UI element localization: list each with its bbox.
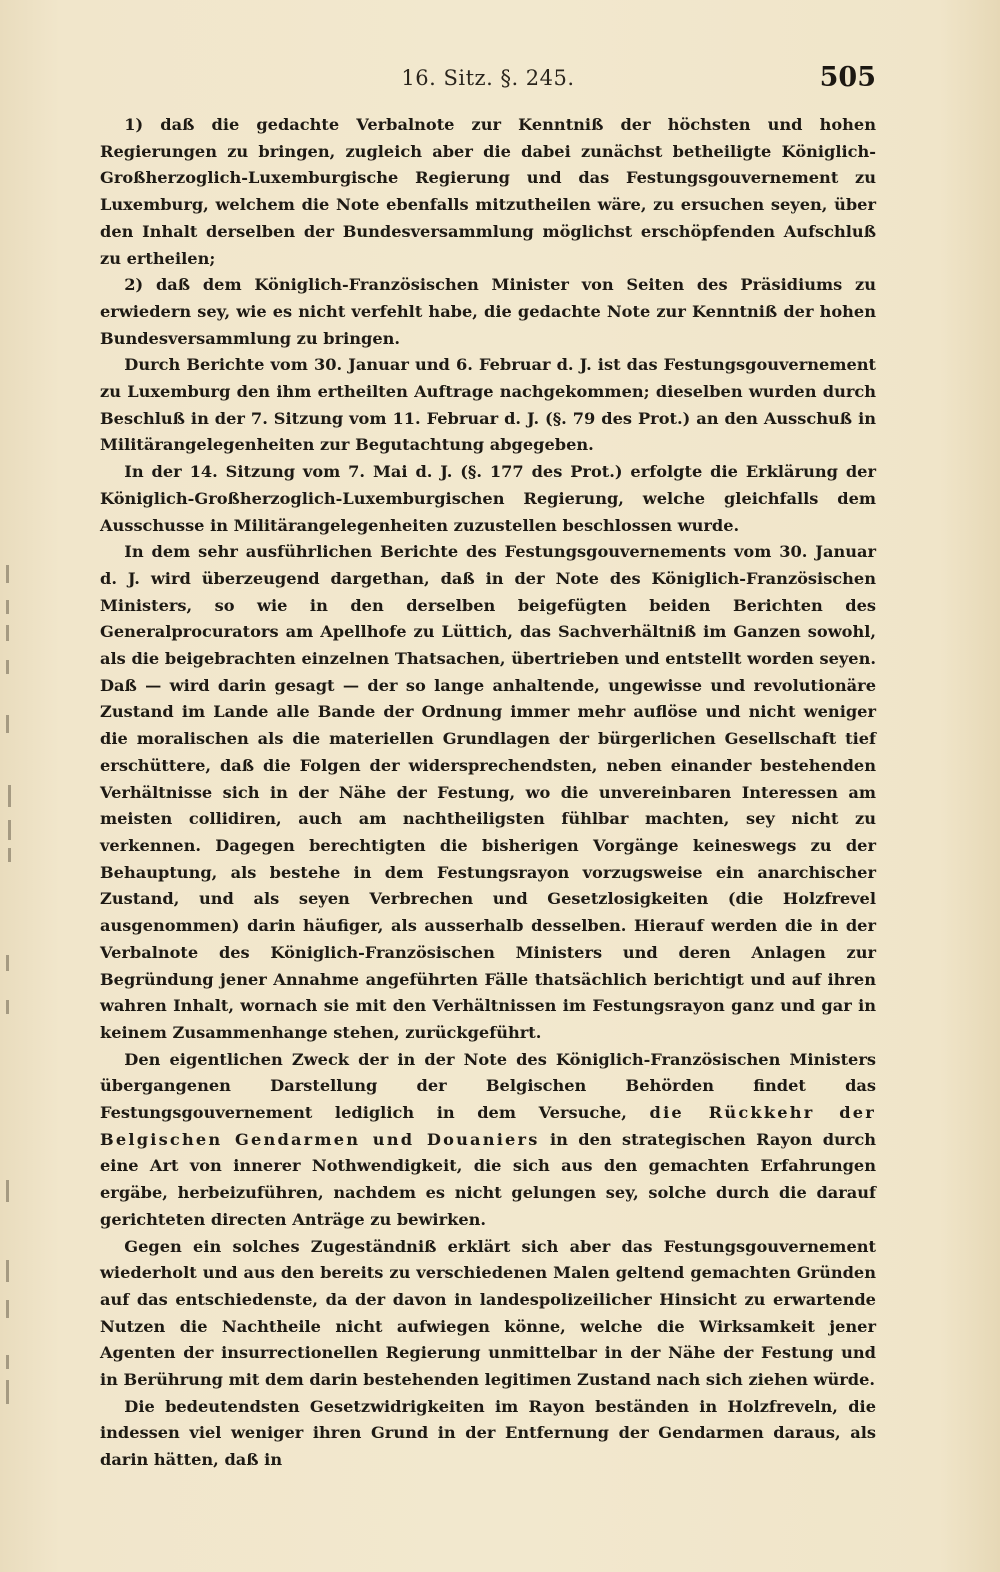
margin-ink-mark (8, 848, 11, 862)
margin-ink-mark (6, 625, 9, 641)
paragraph: 1) daß die gedachte Verbalnote zur Kenntniß der höchsten und hohen Regierungen zu bringen, zugleich aber die dabei zunächst betheiligte Königlich-Großherzoglich-Luxemburgische Regierung und das Festungsgouvernement zu Luxemburg, welchem die Note ebenfalls mitzutheilen wäre, zu ersuchen seyen, über den Inhalt derselben der Bundesversammlung möglichst erschöpfenden Aufschluß zu ertheilen; (100, 115, 876, 268)
margin-ink-mark (6, 1000, 9, 1014)
paragraph-text: Den eigentlichen Zweck der in der Note des Königlich-Französischen Ministers übergangenen Darstellung der Belgischen Behörden findet das Festungsgouvernement lediglich in dem Versuche, (100, 1049, 876, 1123)
margin-ink-mark (6, 660, 9, 674)
margin-ink-mark (6, 1260, 9, 1282)
paragraph: 2) daß dem Königlich-Französischen Minister von Seiten des Präsidiums zu erwiedern sey, wie es nicht verfehlt habe, die gedachte Note zur Kenntniß der hohen Bundesversammlung zu bringen. (100, 275, 876, 348)
paragraph: In der 14. Sitzung vom 7. Mai d. J. (§. 177 des Prot.) erfolgte die Erklärung der Königlich-Großherzoglich-Luxemburgischen Regierung, welche gleichfalls dem Ausschusse in Militärangelegenheiten zuzustellen beschlossen wurde. (100, 462, 876, 535)
margin-ink-mark (6, 1180, 9, 1202)
margin-ink-mark (6, 1300, 9, 1318)
margin-ink-mark (8, 785, 11, 807)
paragraph (100, 1047, 876, 1234)
margin-ink-mark (6, 955, 9, 971)
margin-ink-mark (8, 820, 11, 840)
paragraph: Die bedeutendsten Gesetzwidrigkeiten im Rayon beständen in Holzfreveln, die indessen viel weniger ihren Grund in der Entfernung der Gendarmen daraus, als darin hätten, daß in (100, 1396, 876, 1470)
paragraph-text: in den strategischen Rayon durch eine Art von innerer Nothwendigkeit, die sich aus den gemachten Erfahrungen ergäbe, herbeizuführen, nachdem es nicht gelungen sey, solche durch die darauf gerichteten directen Anträge zu bewirken. (100, 1129, 876, 1229)
page-header (100, 62, 876, 102)
margin-ink-mark (6, 1380, 9, 1404)
paragraph: In dem sehr ausführlichen Berichte des Festungsgouvernements vom 30. Januar d. J. wird überzeugend dargethan, daß in der Note des Königlich-Französischen Ministers, so wie in den derselben beigefügten beiden Berichten des Generalprocurators am Apellhofe zu Lüttich, das Sachverhältniß im Ganzen sowohl, als die beigebrachten einzelnen Thatsachen, übertrieben und entstellt worden seyen. Daß — wird darin gesagt — der so lange anhaltende, ungewisse und revolutionäre Zustand im Lande alle Bande der Ordnung immer mehr auflöse und nicht weniger die moralischen als die materiellen Grundlagen der bürgerlichen Gesellschaft tief erschüttere, daß die Folgen der widersprechendsten, neben einander bestehenden Verhältnisse sich in der Nähe der Festung, wo die unvereinbaren Interessen am meisten collidiren, auch am nachtheiligsten fühlbar machten, sey nicht zu verkennen. Dagegen berechtigten die bisherigen Vorgänge keineswegs zu der Behauptung, als bestehe in dem Festungsrayon vorzugsweise ein anarchischer Zustand, und als seyen Verbrechen und Gesetzlosigkeiten (die Holzfrevel ausgenommen) darin häufiger, als ausserhalb desselben. Hierauf werden die in der Verbalnote des Königlich-Französischen Ministers und deren Anlagen zur Begründung jener Annahme angeführten Fälle thatsächlich berichtigt und auf ihren wahren Inhalt, wornach sie mit den Verhältnissen im Festungsrayon ganz und gar in keinem Zusammenhange stehen, zurückgeführt. (100, 542, 876, 1042)
page-number: 505 (819, 62, 876, 93)
paragraph: Durch Berichte vom 30. Januar und 6. Februar d. J. ist das Festungsgouvernement zu Luxemburg den ihm ertheilten Auftrage nachgekommen; dieselben wurden durch Beschluß in der 7. Sitzung vom 11. Februar d. J. (§. 79 des Prot.) an den Ausschuß in Militärangelegenheiten zur Begutachtung abgegeben. (100, 355, 876, 455)
spaced-emphasis: die Rückkehr der Belgischen Gendarmen und Douaniers (100, 1103, 876, 1149)
paragraph: Gegen ein solches Zugeständniß erklärt sich aber das Festungsgouvernement wiederholt und aus den bereits zu verschiedenen Malen geltend gemachten Gründen auf das entschiedenste, da der davon in landespolizeilicher Hinsicht zu erwartende Nutzen die Nachtheile nicht aufwiegen könne, welche die Wirksamkeit jener Agenten der insurrectionellen Regierung unmittelbar in der Nähe der Festung und in Berührung mit dem darin bestehenden legitimen Zustand nach sich ziehen würde. (100, 1236, 876, 1390)
margin-ink-mark (6, 1355, 9, 1369)
margin-ink-mark (6, 600, 9, 614)
margin-ink-mark (6, 715, 9, 733)
margin-ink-mark (6, 565, 9, 583)
body-text (100, 112, 876, 1474)
running-head: 16. Sitz. §. 245. (401, 66, 575, 90)
